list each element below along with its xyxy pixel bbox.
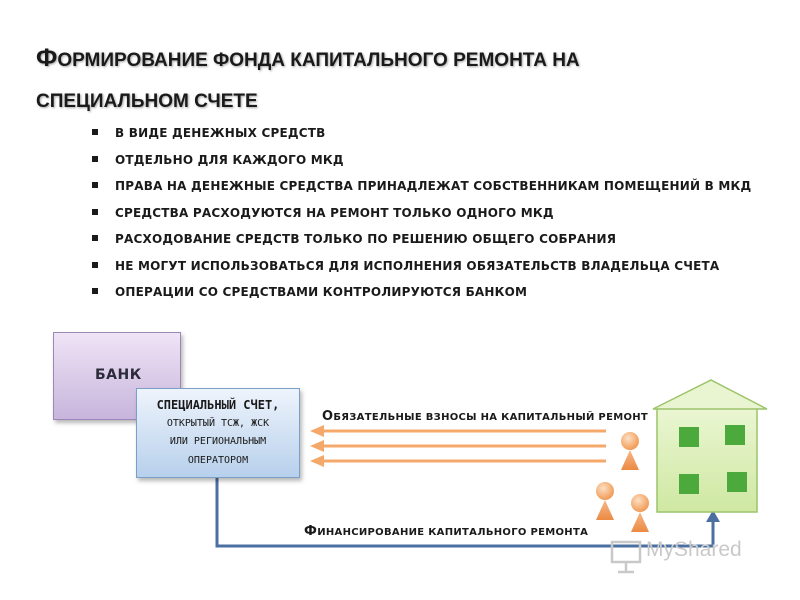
bullet-item: ОТДЕЛЬНО ДЛЯ КАЖДОГО МКД [92, 147, 782, 174]
contribution-arrows [310, 425, 606, 467]
financing-label: ФИНАНСИРОВАНИЕ КАПИТАЛЬНОГО РЕМОНТА [304, 524, 589, 539]
contribution-arrow [310, 440, 606, 452]
title-line-2: СПЕЦИАЛЬНОМ СЧЕТЕ [36, 91, 258, 112]
house-window [727, 472, 747, 492]
special-account-box [136, 388, 300, 478]
watermark: MyShared [646, 538, 742, 561]
person-icon [596, 482, 614, 520]
bank-label: БАНК [95, 367, 142, 383]
house-window [679, 427, 699, 447]
contribution-arrow [310, 455, 606, 467]
contribution-arrow [310, 425, 606, 437]
person-icon [621, 432, 639, 470]
contributions-label: ОБЯЗАТЕЛЬНЫЕ ВЗНОСЫ НА КАПИТАЛЬНЫЙ РЕМОНТ [322, 409, 649, 424]
bullet-item: НЕ МОГУТ ИСПОЛЬЗОВАТЬСЯ ДЛЯ ИСПОЛНЕНИЯ ОБЯЗАТЕЛЬСТВ ВЛАДЕЛЬЦА СЧЕТА [92, 253, 782, 280]
person-icon [631, 494, 649, 532]
bullet-item: В ВИДЕ ДЕНЕЖНЫХ СРЕДСТВ [92, 120, 782, 147]
house-icon [653, 380, 767, 512]
account-line: ОТКРЫТЫЙ ТСЖ, ЖСК [166, 418, 270, 429]
house-window [725, 425, 745, 445]
bullet-item: ПРАВА НА ДЕНЕЖНЫЕ СРЕДСТВА ПРИНАДЛЕЖАТ СОБСТВЕННИКАМ ПОМЕЩЕНИЙ В МКД [92, 173, 782, 200]
house-window [679, 474, 699, 494]
bullet-item: СРЕДСТВА РАСХОДУЮТСЯ НА РЕМОНТ ТОЛЬКО ОДНОГО МКД [92, 200, 782, 227]
bullet-item: РАСХОДОВАНИЕ СРЕДСТВ ТОЛЬКО ПО РЕШЕНИЮ ОБЩЕГО СОБРАНИЯ [92, 226, 782, 253]
account-line: ИЛИ РЕГИОНАЛЬНЫМ [169, 436, 267, 447]
bullet-item: ОПЕРАЦИИ СО СРЕДСТВАМИ КОНТРОЛИРУЮТСЯ БАНКОМ [92, 279, 782, 306]
title-line-1: ФОРМИРОВАНИЕ ФОНДА КАПИТАЛЬНОГО РЕМОНТА НА [36, 44, 580, 72]
account-title: СПЕЦИАЛЬНЫЙ СЧЕТ, [156, 398, 280, 412]
account-line: ОПЕРАТОРОМ [187, 455, 249, 466]
